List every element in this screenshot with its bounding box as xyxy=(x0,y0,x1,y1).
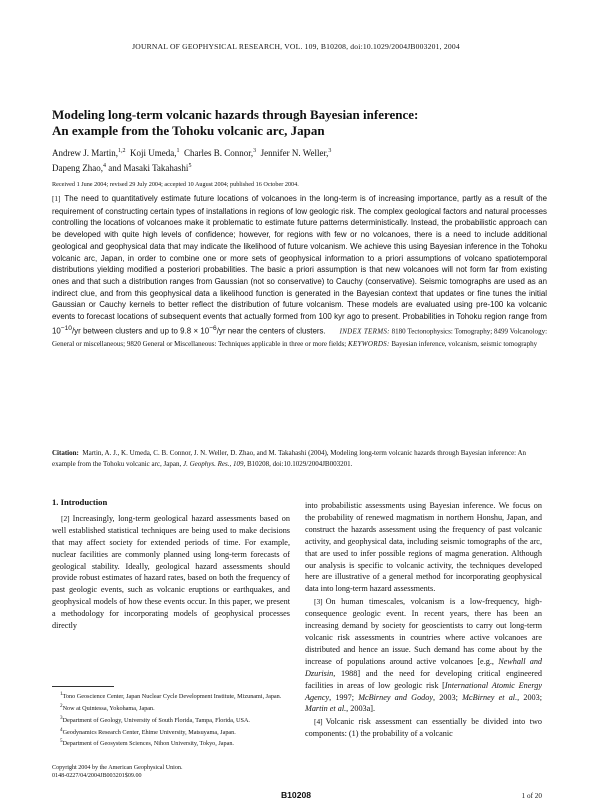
issn-line: 0148-0227/04/2004JB003201$09.00 xyxy=(52,773,142,780)
footnote-text: Now at Quintessa, Yokohama, Japan. xyxy=(62,704,155,712)
footnote xyxy=(52,737,290,749)
exponent: −10 xyxy=(60,324,72,332)
index-terms-text: 8180 Tectonophysics: Tomography; 8499 Volcanology: General or miscellaneous; 9820 General or Miscellaneous: Techniques applicable in three or more fields; xyxy=(52,327,548,349)
abstract-text: 10 xyxy=(200,326,210,336)
affiliation-marker: 5 xyxy=(188,163,192,169)
copyright-notice xyxy=(52,764,290,781)
footnote-divider xyxy=(52,686,114,687)
abstract-text: /yr near the centers of clusters. xyxy=(216,326,326,336)
citation-label: Citation: xyxy=(52,449,79,457)
abstract xyxy=(52,193,547,351)
abstract-text: /yr between clusters and up to 9.8 × xyxy=(71,326,199,336)
reference-link[interactable]: McBirney and Godoy xyxy=(358,692,433,702)
body-paragraph xyxy=(52,513,290,632)
article-title xyxy=(52,107,552,139)
footnote-marker: 4 xyxy=(60,726,63,733)
paragraph-number: [1] xyxy=(52,195,61,203)
affiliation-footnotes xyxy=(52,686,290,749)
citation-text: Martin, A. J., K. Umeda, C. B. Connor, J. N. Weller, D. Zhao, and M. Takahashi (2004), Modeling long-term volcanic hazards through Bayesian inference: An example from the Tohoku volcanic arc, Japan, xyxy=(52,449,527,468)
reference-link[interactable]: Martin et al. xyxy=(305,704,347,714)
citation-journal: J. Geophys. Res., xyxy=(182,459,232,468)
paragraph-text: , 2003; xyxy=(517,692,543,702)
article-id: B10208 xyxy=(280,790,312,800)
footnote-text: Tono Geoscience Center, Japan Nuclear Cycle Development Institute, Mizunami, Japan. xyxy=(62,693,282,701)
paragraph-number: [2] xyxy=(61,513,70,523)
left-column xyxy=(52,497,290,633)
footnote-marker: 5 xyxy=(60,738,63,745)
citation-doi: B10208, doi:10.1029/2004JB003201. xyxy=(246,459,353,468)
index-terms-label: INDEX TERMS: xyxy=(339,327,390,336)
keywords-text: Bayesian inference, volcanism, seismic tomography xyxy=(391,340,538,349)
footnote-text: Department of Geology, University of South Florida, Tampa, Florida, USA. xyxy=(62,716,250,724)
footnote-text: Department of Geosystem Sciences, Nihon University, Tokyo, Japan. xyxy=(62,740,234,748)
affiliation-marker: 3 xyxy=(253,148,257,154)
paragraph-number: [3] xyxy=(314,597,323,607)
affiliation-marker: 1,2 xyxy=(118,148,126,154)
footnote xyxy=(52,726,290,738)
paragraph-number: [4] xyxy=(314,717,323,727)
paragraph-text: Volcanic risk assessment can essentially be divided into two components: (1) the probability of a volcanic xyxy=(305,717,542,739)
reference-link[interactable]: International Atomic Energy Agency xyxy=(305,680,542,702)
reference-link[interactable]: Newhall and Dzurisin xyxy=(305,656,543,678)
affiliation-marker: 4 xyxy=(102,163,106,169)
footnote xyxy=(52,690,290,702)
title-line-1: Modeling long-term volcanic hazards through Bayesian inference: xyxy=(52,107,419,122)
author-list xyxy=(52,145,552,175)
footnote-marker: 3 xyxy=(60,714,63,721)
citation xyxy=(52,448,547,469)
title-line-2: An example from the Tohoku volcanic arc, Japan xyxy=(52,123,325,138)
footnote xyxy=(52,714,290,726)
citation-volume: 109, xyxy=(232,459,246,468)
paragraph-text: , 2003a]. xyxy=(346,704,376,714)
author: Koji Umeda, xyxy=(130,148,177,158)
page-number: 1 of 20 xyxy=(521,792,542,800)
copyright-line: Copyright 2004 by the American Geophysical Union. xyxy=(52,765,183,771)
running-header: JOURNAL OF GEOPHYSICAL RESEARCH, VOL. 109, B10208, doi:10.1029/2004JB003201, 2004 xyxy=(132,42,460,51)
body-paragraph xyxy=(305,716,542,740)
reference-link[interactable]: McBirney et al. xyxy=(462,692,518,702)
footnote-text: Geodynamics Research Center, Ehime University, Matsuyama, Japan. xyxy=(62,728,236,736)
author: Dapeng Zhao, xyxy=(52,163,103,173)
paragraph-text: On human timescales, volcanism is a low-frequency, high-consequence geologic event. In recent years, there has been an increasing demand by society for geoscientists to carry out long-term volcanic risk assessments in countries where active volcanoes are distributed and hence an issue. Such demand has come about by the increase of populations around active volcanoes [e.g., xyxy=(305,597,542,666)
received-dates: Received 1 June 2004; revised 29 July 2004; accepted 10 August 2004; published 16 October 2004. xyxy=(52,181,299,188)
affiliation-marker: 1 xyxy=(176,148,180,154)
author: Andrew J. Martin, xyxy=(52,148,118,158)
paragraph-text: into probabilistic assessments using Bayesian inference. We focus on the probability of renewed magmatism in northern Honshu, Japan, and construct the hazards assessment using the frequency of past volcanic activity, and geophysical data, including seismic tomographs of the arc, that are used to infer possible regions of magma generation. Although our analysis is specific to volcanic activity, the techniques developed here are illustrative of a general method for incorporating geophysical data into long-term hazard assessments. xyxy=(305,501,542,594)
body-paragraph xyxy=(305,596,542,715)
footnote-marker: 2 xyxy=(60,702,63,709)
exponent: −6 xyxy=(209,324,217,332)
author-conjunction: and xyxy=(108,163,122,173)
author: Charles B. Connor, xyxy=(184,148,254,158)
paragraph-text: , 1988] and the need for developing critical engineered facilities in areas of low geologic risk [ xyxy=(305,668,542,690)
author: Jennifer N. Weller, xyxy=(260,148,329,158)
abstract-text: The need to quantitatively estimate future locations of volcanoes in the long-term is of increasing importance, partly as a result of the requirement of constructing certain types of installations in regions of low geologic risk. The complex geological factors and natural processes controlling the locations of volcanoes make it problematic to estimate future patterns deterministically. Instead, the probabilistic approach can be developed with quite high levels of confidence; however, for regions with few or no volcanoes, there is a need to include additional geological and geophysical data that may indicate the likelihood of future volcanism. We achieve this using Bayesian inference in the Tohoku volcanic arc, Japan, in order to combine one or more sets of geophysical information to a priori assumptions of volcano spatiotemporal distributions yielding modified a posteriori probabilities. The basic a priori assumption is that new volcanoes will not form far from existing ones and that such a distribution ranges from Gaussian (not so conservative) to Cauchy (conservative). Seismic tomographs are used as an indirect clue, and from this geophysical data a likelihood function is generated in the Bayesian context that updates or fine tunes the initial Gaussian or Cauchy kernels to better reflect the distribution of future volcanism. These models are evaluated using pre-100 ka volcanic events to forecast locations of subsequent events that actually formed from 100 kyr ago to present. Probabilities in Tohoku region range from 10 xyxy=(52,194,547,336)
paragraph-text: , 1997; xyxy=(329,692,354,702)
keywords-label: KEYWORDS: xyxy=(348,340,390,349)
footnote xyxy=(52,702,290,714)
body-paragraph xyxy=(305,500,542,595)
affiliation-marker: 3 xyxy=(328,148,332,154)
footnote-marker: 1 xyxy=(60,691,63,697)
section-heading: 1. Introduction xyxy=(52,497,108,507)
right-column xyxy=(305,500,542,741)
author: Masaki Takahashi xyxy=(123,163,189,173)
paragraph-text: , 2003; xyxy=(433,692,458,702)
paragraph-text: Increasingly, long-term geological hazard assessments based on well established statistical techniques are being used to make decisions that may affect society for extended periods of time. For example, nuclear facilities are commonly planned using long-term forecasts of geological stability. Ideally, geological hazard assessments should provide robust estimates of hazard rates, based on both the frequency of past geologic events, such as volcanic eruptions or earthquakes, and geophysical models of how these events occur. In this paper, we present a methodology for incorporating models of geophysical processes directly xyxy=(52,513,290,631)
